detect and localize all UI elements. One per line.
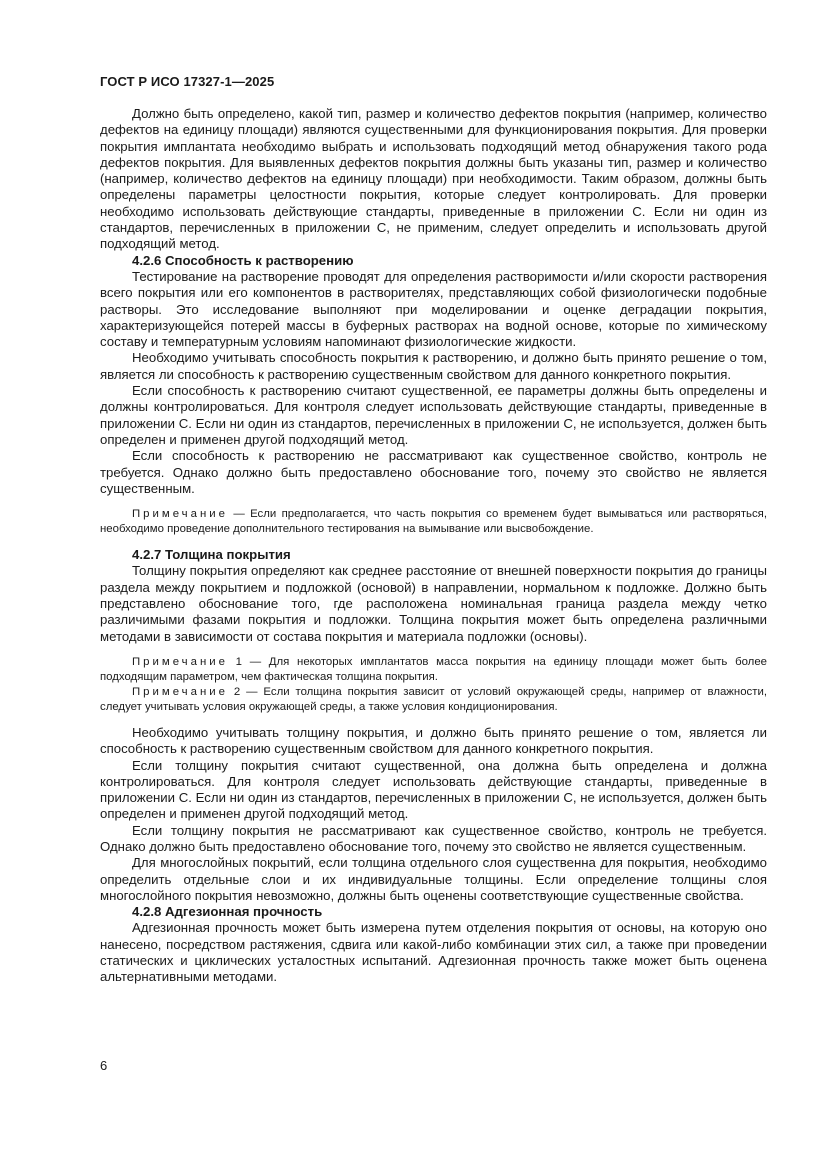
section-heading-4-2-6: 4.2.6 Способность к растворению <box>132 252 354 268</box>
paragraph: Если способность к растворению не рассматривают как существенное свойство, контроль не требуется. Однако должно быть предоставлено обоснование того, почему это свойство не является существенным. <box>100 448 767 496</box>
note-1 <box>100 655 767 685</box>
section-heading-4-2-7: 4.2.7 Толщина покрытия <box>132 547 291 563</box>
paragraph: Необходимо учитывать способность покрытия к растворению, и должно быть принято решение о том, является ли способность к растворению существенным свойством для данного конкретного покрытия. <box>100 350 767 382</box>
paragraph: Толщину покрытия определяют как среднее расстояние от внешней поверхности покрытия до границы раздела между покрытием и подложкой (основой) в направлении, нормальном к подложке. Должно быть представлено обоснование того, где расположена номинальная граница раздела между четко различимыми фазами покрытия и подложки. Толщина покрытия может быть определена различными методами в зависимости от состава покрытия и материала подложки (основы). <box>100 563 767 644</box>
document-header: ГОСТ Р ИСО 17327-1—2025 <box>100 74 275 89</box>
section-heading-4-2-8: 4.2.8 Адгезионная прочность <box>132 904 323 920</box>
note-text: 1 — Для некоторых имплантатов масса покрытия на единицу площади может быть более подходящим параметром, чем фактическая толщина покрытия. <box>100 655 767 683</box>
page-number: 6 <box>100 1058 108 1073</box>
paragraph: Должно быть определено, какой тип, размер и количество дефектов покрытия (например, количество дефектов на единицу площади) являются существенными для функционирования покрытия. Для проверки покрытия имплантата необходимо выбрать и использовать подходящий метод обнаружения такого рода дефектов покрытия. Для выявленных дефектов покрытия должны быть указаны тип, размер и количество (например, количество дефектов на единицу площади) при необходимости. Таким образом, должны быть определены параметры целостности покрытия, которые следует контролировать. Для проверки необходимо использовать действующие стандарты, приведенные в приложении С. Если ни один из стандартов, перечисленных в приложении С, не применим, следует определить и использовать другой подходящий метод. <box>100 106 767 252</box>
note-text: 2 — Если толщина покрытия зависит от условий окружающей среды, например от влажности, следует учитывать условия окружающей среды, а также условия кондиционирования. <box>100 685 767 713</box>
note-label: Примечание <box>132 685 228 698</box>
paragraph: Адгезионная прочность может быть измерена путем отделения покрытия от основы, на которую оно нанесено, посредством растяжения, сдвига или какой-либо комбинации этих сил, а также при проведении статических и циклических усталостных испытаний. Адгезионная прочность также может быть оценена альтернативными методами. <box>100 920 767 985</box>
note <box>100 507 767 537</box>
paragraph: Тестирование на растворение проводят для определения растворимости и/или скорости растворения всего покрытия или его компонентов в растворителях, представляющих собой физиологически подобные растворы. Это исследование выполняют при моделировании и оценке деградации покрытия, характеризующейся потерей массы в буферных растворах на водной основе, которые по химическому составу и температурным условиям напоминают физиологические жидкости. <box>100 268 767 350</box>
paragraph: Необходимо учитывать толщину покрытия, и должно быть принято решение о том, является ли способность к растворению существенным свойством для данного конкретного покрытия. <box>100 724 767 757</box>
note-label: Примечание <box>132 655 228 668</box>
paragraph: Если способность к растворению считают существенной, ее параметры должны быть определены и должны контролироваться. Для контроля следует использовать действующие стандарты, приведенные в приложении С. Если ни один из стандартов, перечисленных в приложении С, не используется, должен быть определен и применен другой подходящий метод. <box>100 383 767 447</box>
note-2 <box>100 685 767 715</box>
paragraph: Если толщину покрытия не рассматривают как существенное свойство, контроль не требуется. Однако должно быть предоставлено обоснование того, почему это свойство не является существенным. <box>100 822 767 854</box>
note-text: — Если предполагается, что часть покрытия со временем будет вымываться или растворяться, необходимо проведение дополнительного тестирования на вымывание или высвобождение. <box>100 508 767 536</box>
paragraph: Для многослойных покрытий, если толщина отдельного слоя существенна для покрытия, необходимо определить отдельные слои и их индивидуальные толщины. Если определение толщины слоя многослойного покрытия невозможно, должны быть оценены соответствующие существенные свойства. <box>100 855 767 903</box>
document-body <box>100 106 767 986</box>
paragraph: Если толщину покрытия считают существенной, она должна быть определена и должна контролироваться. Для контроля следует использовать действующие стандарты, приведенные в приложении С. Если ни один из стандартов, перечисленных в приложении С, не используется, должен быть определен и применен другой подходящий метод. <box>100 757 767 822</box>
note-label: Примечание <box>132 508 228 521</box>
